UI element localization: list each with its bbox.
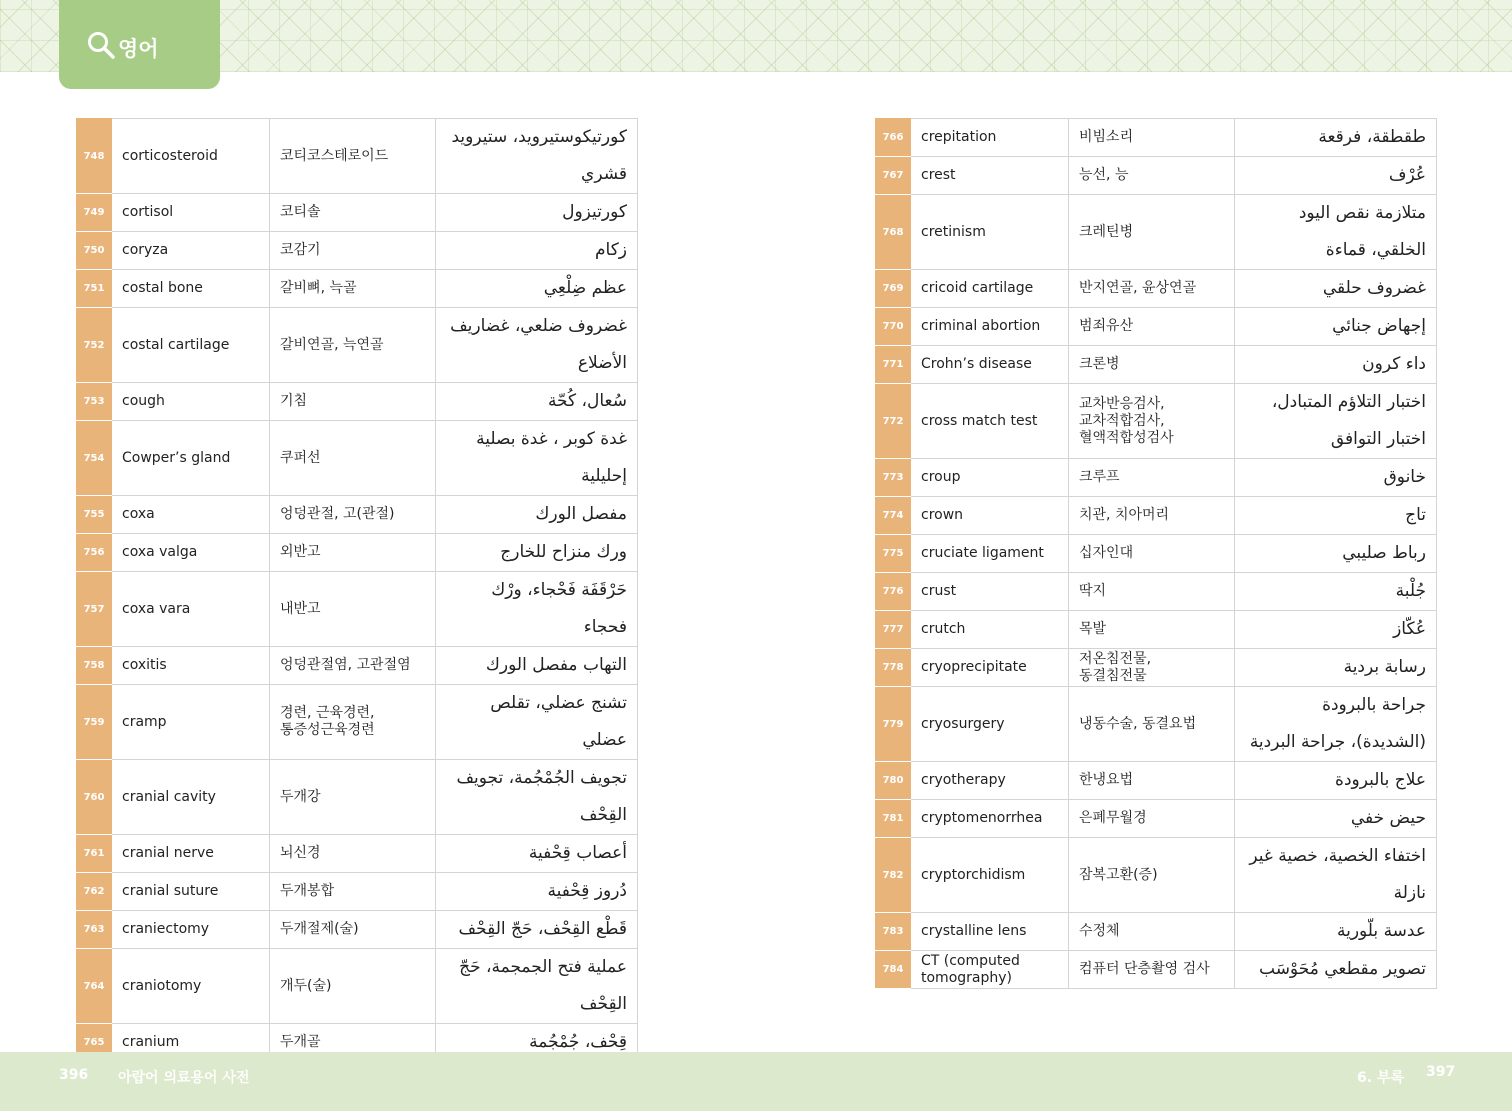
- english-term: crystalline lens: [911, 913, 1069, 951]
- english-term: cricoid cartilage: [911, 270, 1069, 308]
- korean-term: 외반고: [270, 534, 436, 572]
- arabic-term: تاج: [1235, 497, 1437, 535]
- korean-term: 잠복고환(증): [1069, 838, 1235, 913]
- korean-term: 기침: [270, 383, 436, 421]
- table-row: [77, 572, 638, 647]
- left-term-table: [76, 118, 638, 1062]
- table-row: [77, 232, 638, 270]
- english-term: cramp: [112, 685, 270, 760]
- arabic-term: إجهاض جنائي: [1235, 308, 1437, 346]
- entry-number: 778: [876, 649, 911, 687]
- entry-number: 775: [876, 535, 911, 573]
- table-row: [876, 649, 1437, 687]
- arabic-term: عظم ضِلْعِي: [436, 270, 638, 308]
- arabic-term: علاج بالبرودة: [1235, 762, 1437, 800]
- arabic-term: جراحة بالبرودة (الشديدة)، جراحة البردية: [1235, 687, 1437, 762]
- korean-term: 목발: [1069, 611, 1235, 649]
- table-row: [876, 687, 1437, 762]
- english-term: cryotherapy: [911, 762, 1069, 800]
- table-row: [876, 838, 1437, 913]
- entry-number: 782: [876, 838, 911, 913]
- entry-number: 781: [876, 800, 911, 838]
- arabic-term: اختفاء الخصية، خصية غير نازلة: [1235, 838, 1437, 913]
- english-term: criminal abortion: [911, 308, 1069, 346]
- english-term: cretinism: [911, 195, 1069, 270]
- english-term: cough: [112, 383, 270, 421]
- entry-number: 772: [876, 384, 911, 459]
- table-row: [876, 346, 1437, 384]
- table-row: [77, 685, 638, 760]
- entry-number: 779: [876, 687, 911, 762]
- arabic-term: رباط صليبي: [1235, 535, 1437, 573]
- table-row: [77, 873, 638, 911]
- entry-number: 777: [876, 611, 911, 649]
- right-page-number: 397: [1426, 1064, 1456, 1080]
- arabic-term: عُرْف: [1235, 157, 1437, 195]
- table-row: [77, 383, 638, 421]
- table-row: [876, 535, 1437, 573]
- arabic-term: خانوق: [1235, 459, 1437, 497]
- korean-term: 두개강: [270, 760, 436, 835]
- entry-number: 769: [876, 270, 911, 308]
- entry-number: 765: [77, 1024, 112, 1062]
- korean-term: 치관, 치아머리: [1069, 497, 1235, 535]
- table-row: [876, 384, 1437, 459]
- korean-term: 십자인대: [1069, 535, 1235, 573]
- korean-term: 내반고: [270, 572, 436, 647]
- table-row: [77, 421, 638, 496]
- english-term: Cowper’s gland: [112, 421, 270, 496]
- korean-term: 뇌신경: [270, 835, 436, 873]
- arabic-term: جُلْبة: [1235, 573, 1437, 611]
- section-tab: [59, 0, 220, 89]
- entry-number: 759: [77, 685, 112, 760]
- english-term: crutch: [911, 611, 1069, 649]
- english-term: Crohn’s disease: [911, 346, 1069, 384]
- arabic-term: غضروف ضلعي، غضاريف الأضلاع: [436, 308, 638, 383]
- english-term: crest: [911, 157, 1069, 195]
- entry-number: 755: [77, 496, 112, 534]
- english-term: crown: [911, 497, 1069, 535]
- entry-number: 758: [77, 647, 112, 685]
- arabic-term: عملية فتح الجمجمة، حَجّ القِحْف: [436, 949, 638, 1024]
- korean-term: 경련, 근육경련, 통증성근육경련: [270, 685, 436, 760]
- table-row: [876, 270, 1437, 308]
- table-row: [77, 911, 638, 949]
- entry-number: 748: [77, 119, 112, 194]
- english-term: cranium: [112, 1024, 270, 1062]
- table-row: [77, 496, 638, 534]
- arabic-term: دُروز قِحْفية: [436, 873, 638, 911]
- section-tab-label: 영어: [118, 36, 159, 61]
- table-row: [876, 573, 1437, 611]
- arabic-term: تشنج عضلي، تقلص عضلي: [436, 685, 638, 760]
- korean-term: 은폐무월경: [1069, 800, 1235, 838]
- table-row: [77, 270, 638, 308]
- korean-term: 저온침전물, 동결침전물: [1069, 649, 1235, 687]
- korean-term: 한냉요법: [1069, 762, 1235, 800]
- entry-number: 776: [876, 573, 911, 611]
- arabic-term: قِحْف، جُمْجُمة: [436, 1024, 638, 1062]
- arabic-term: ورك منزاح للخارج: [436, 534, 638, 572]
- english-term: cranial suture: [112, 873, 270, 911]
- korean-term: 크론병: [1069, 346, 1235, 384]
- table-row: [876, 119, 1437, 157]
- arabic-term: عُكّاز: [1235, 611, 1437, 649]
- entry-number: 764: [77, 949, 112, 1024]
- table-row: [77, 760, 638, 835]
- korean-term: 두개절제(술): [270, 911, 436, 949]
- korean-term: 개두(술): [270, 949, 436, 1024]
- korean-term: 엉덩관절염, 고관절염: [270, 647, 436, 685]
- entry-number: 749: [77, 194, 112, 232]
- table-row: [77, 647, 638, 685]
- english-term: cryosurgery: [911, 687, 1069, 762]
- english-term: costal cartilage: [112, 308, 270, 383]
- english-term: craniotomy: [112, 949, 270, 1024]
- english-term: coxitis: [112, 647, 270, 685]
- korean-term: 엉덩관절, 고(관절): [270, 496, 436, 534]
- table-row: [77, 949, 638, 1024]
- english-term: coxa vara: [112, 572, 270, 647]
- table-row: [876, 195, 1437, 270]
- arabic-term: متلازمة نقص اليود الخلقي، قماءة: [1235, 195, 1437, 270]
- korean-term: 두개봉합: [270, 873, 436, 911]
- korean-term: 크레틴병: [1069, 195, 1235, 270]
- book-title: 아랍어 의료용어 사전: [118, 1070, 250, 1086]
- arabic-term: سُعال، كُحّة: [436, 383, 638, 421]
- arabic-term: داء كرون: [1235, 346, 1437, 384]
- korean-term: 코감기: [270, 232, 436, 270]
- english-term: crepitation: [911, 119, 1069, 157]
- table-row: [876, 951, 1437, 989]
- korean-term: 딱지: [1069, 573, 1235, 611]
- right-term-table: [875, 118, 1437, 989]
- english-term: CT (computed tomography): [911, 951, 1069, 989]
- entry-number: 774: [876, 497, 911, 535]
- korean-term: 컴퓨터 단층촬영 검사: [1069, 951, 1235, 989]
- english-term: crust: [911, 573, 1069, 611]
- entry-number: 751: [77, 270, 112, 308]
- entry-number: 760: [77, 760, 112, 835]
- table-row: [876, 497, 1437, 535]
- table-row: [876, 913, 1437, 951]
- korean-term: 두개골: [270, 1024, 436, 1062]
- entry-number: 752: [77, 308, 112, 383]
- arabic-term: كورتيزول: [436, 194, 638, 232]
- table-row: [876, 611, 1437, 649]
- english-term: cortisol: [112, 194, 270, 232]
- search-icon: [86, 30, 116, 60]
- english-term: cryptorchidism: [911, 838, 1069, 913]
- korean-term: 갈비연골, 늑연골: [270, 308, 436, 383]
- entry-number: 768: [876, 195, 911, 270]
- arabic-term: اختبار التلاؤم المتبادل، اختبار التوافق: [1235, 384, 1437, 459]
- english-term: croup: [911, 459, 1069, 497]
- table-row: [77, 308, 638, 383]
- entry-number: 754: [77, 421, 112, 496]
- entry-number: 762: [77, 873, 112, 911]
- arabic-term: غدة كوبر ، غدة بصلية إحليلية: [436, 421, 638, 496]
- arabic-term: أعصاب قِحْفية: [436, 835, 638, 873]
- arabic-term: رسابة بردية: [1235, 649, 1437, 687]
- korean-term: 냉동수술, 동결요법: [1069, 687, 1235, 762]
- english-term: coxa: [112, 496, 270, 534]
- table-row: [876, 459, 1437, 497]
- decorative-pattern-band: [0, 0, 1512, 72]
- entry-number: 756: [77, 534, 112, 572]
- arabic-term: تصوير مقطعي مُحَوْسَب: [1235, 951, 1437, 989]
- table-row: [77, 835, 638, 873]
- entry-number: 763: [77, 911, 112, 949]
- arabic-term: كورتيكوستيرويد، ستيرويد قشري: [436, 119, 638, 194]
- entry-number: 766: [876, 119, 911, 157]
- entry-number: 753: [77, 383, 112, 421]
- entry-number: 773: [876, 459, 911, 497]
- arabic-term: قَطْع القِحْف، حَجّ القِحْف: [436, 911, 638, 949]
- table-row: [876, 800, 1437, 838]
- korean-term: 크루프: [1069, 459, 1235, 497]
- english-term: craniectomy: [112, 911, 270, 949]
- english-term: corticosteroid: [112, 119, 270, 194]
- entry-number: 767: [876, 157, 911, 195]
- section-name: 6. 부록: [1357, 1070, 1404, 1086]
- english-term: cranial nerve: [112, 835, 270, 873]
- english-term: coxa valga: [112, 534, 270, 572]
- korean-term: 범죄유산: [1069, 308, 1235, 346]
- english-term: cruciate ligament: [911, 535, 1069, 573]
- arabic-term: حيض خفي: [1235, 800, 1437, 838]
- table-row: [77, 119, 638, 194]
- arabic-term: طقطقة، فرقعة: [1235, 119, 1437, 157]
- entry-number: 780: [876, 762, 911, 800]
- entry-number: 770: [876, 308, 911, 346]
- english-term: cryptomenorrhea: [911, 800, 1069, 838]
- korean-term: 수정체: [1069, 913, 1235, 951]
- arabic-term: مفصل الورك: [436, 496, 638, 534]
- arabic-term: غضروف حلقي: [1235, 270, 1437, 308]
- korean-term: 갈비뼈, 늑골: [270, 270, 436, 308]
- korean-term: 비빔소리: [1069, 119, 1235, 157]
- english-term: cross match test: [911, 384, 1069, 459]
- korean-term: 반지연골, 윤상연골: [1069, 270, 1235, 308]
- korean-term: 코티코스테로이드: [270, 119, 436, 194]
- entry-number: 783: [876, 913, 911, 951]
- english-term: costal bone: [112, 270, 270, 308]
- english-term: coryza: [112, 232, 270, 270]
- arabic-term: زكام: [436, 232, 638, 270]
- korean-term: 쿠퍼선: [270, 421, 436, 496]
- table-row: [876, 762, 1437, 800]
- entry-number: 750: [77, 232, 112, 270]
- table-row: [876, 308, 1437, 346]
- korean-term: 교차반응검사, 교차적합검사, 혈액적합성검사: [1069, 384, 1235, 459]
- english-term: cranial cavity: [112, 760, 270, 835]
- entry-number: 784: [876, 951, 911, 989]
- table-row: [77, 194, 638, 232]
- page-footer: [0, 1052, 1512, 1111]
- english-term: cryoprecipitate: [911, 649, 1069, 687]
- entry-number: 761: [77, 835, 112, 873]
- table-row: [876, 157, 1437, 195]
- arabic-term: تجويف الجُمْجُمة، تجويف القِحْف: [436, 760, 638, 835]
- korean-term: 코티솔: [270, 194, 436, 232]
- arabic-term: التهاب مفصل الورك: [436, 647, 638, 685]
- left-page-number: 396: [59, 1067, 89, 1083]
- arabic-term: حَرْقَفَة فَحْجاء، ورْك فحجاء: [436, 572, 638, 647]
- entry-number: 757: [77, 572, 112, 647]
- arabic-term: عدسة بلّورية: [1235, 913, 1437, 951]
- korean-term: 능선, 능: [1069, 157, 1235, 195]
- entry-number: 771: [876, 346, 911, 384]
- table-row: [77, 534, 638, 572]
